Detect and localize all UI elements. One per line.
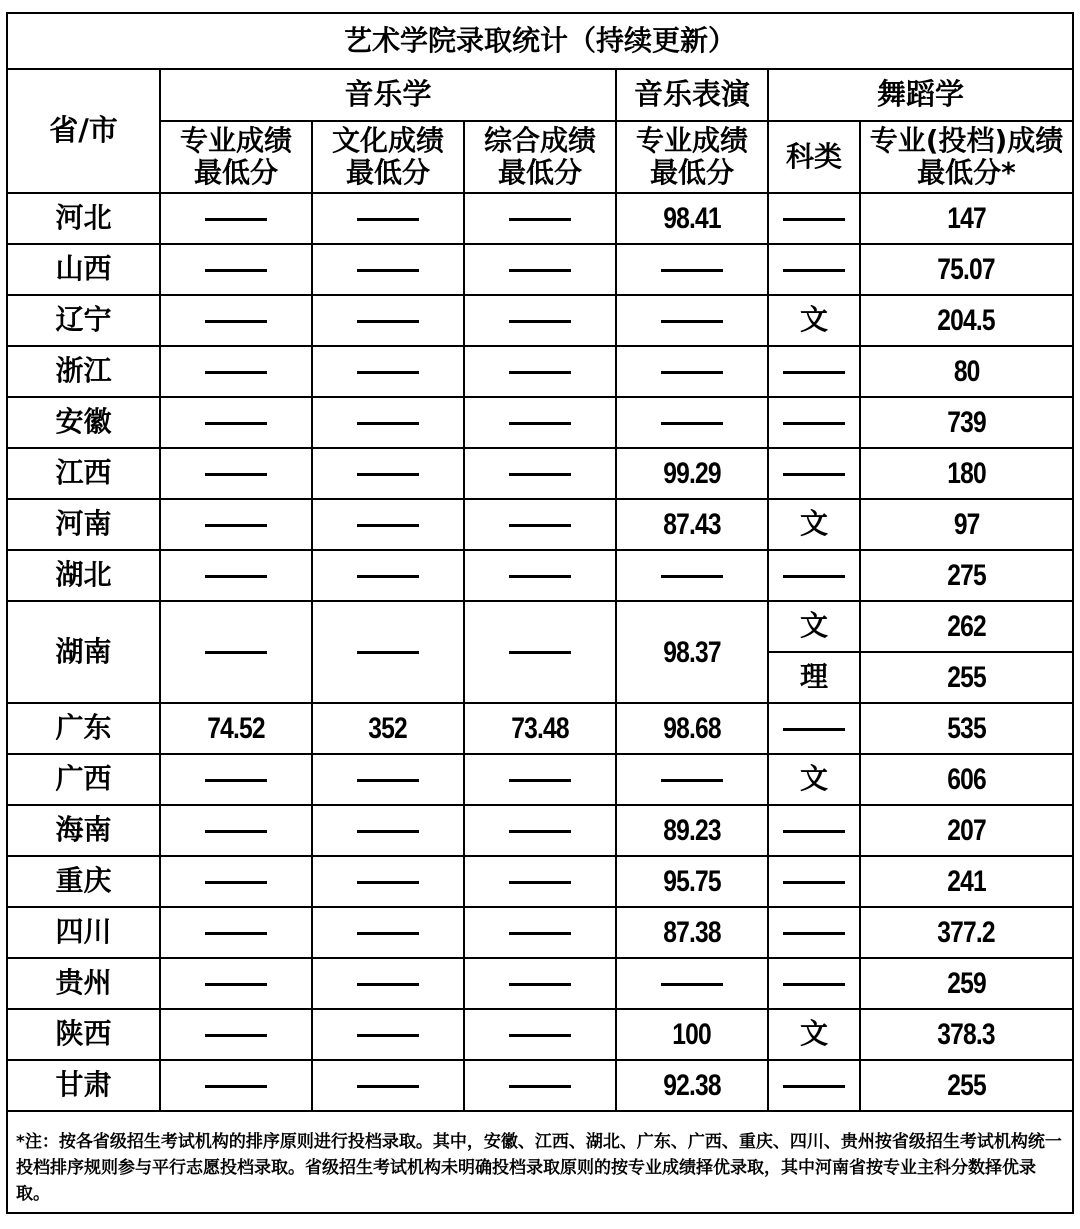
dash-mark	[661, 779, 723, 782]
header-music-pro: 专业成绩 最低分	[160, 121, 312, 193]
cell-value: 73.48	[511, 712, 569, 745]
dash-mark	[357, 422, 419, 425]
music-culture-cell	[312, 1009, 464, 1060]
dance-score-cell	[860, 754, 1072, 805]
music-pro-cell	[160, 499, 312, 550]
dash-mark	[205, 830, 267, 833]
performance-cell	[616, 1060, 768, 1111]
performance-cell	[616, 244, 768, 295]
cell-value: 75.07	[937, 253, 996, 286]
music-culture-cell	[312, 907, 464, 958]
dash-mark	[509, 830, 571, 833]
dash-mark	[357, 575, 419, 578]
cell-value: 275	[947, 559, 986, 592]
table-row	[8, 1009, 1072, 1060]
dash-mark	[357, 320, 419, 323]
performance-cell	[616, 499, 768, 550]
province-cell: 广东	[8, 703, 160, 754]
music-pro-cell	[160, 1060, 312, 1111]
cell-value: 204.5	[937, 304, 996, 337]
header-perf-pro: 专业成绩 最低分	[616, 121, 768, 193]
dash-mark	[205, 473, 267, 476]
table-row	[8, 754, 1072, 805]
cell-value: 95.75	[663, 865, 721, 898]
header-dance-score: 专业(投档)成绩 最低分*	[860, 121, 1072, 193]
cell-value: 98.41	[663, 202, 721, 235]
dash-mark	[205, 932, 267, 935]
dance-type-cell	[768, 550, 860, 601]
music-pro-cell	[160, 907, 312, 958]
dance-score-cell	[860, 193, 1072, 244]
dance-type-cell	[768, 754, 860, 805]
dance-type-cell	[768, 652, 860, 703]
dash-mark	[509, 575, 571, 578]
dance-score-cell	[860, 499, 1072, 550]
cell-value: 180	[947, 457, 986, 490]
dash-mark	[509, 473, 571, 476]
table-row	[8, 346, 1072, 397]
dance-type-cell	[768, 958, 860, 1009]
cell-value: 207	[947, 814, 986, 847]
cell-value: 理	[799, 660, 828, 694]
header-music-total: 综合成绩 最低分	[464, 121, 616, 193]
dash-mark	[783, 881, 845, 884]
dash-mark	[357, 881, 419, 884]
dance-score-cell	[860, 244, 1072, 295]
performance-cell	[616, 805, 768, 856]
music-culture-cell	[312, 550, 464, 601]
music-pro-cell	[160, 397, 312, 448]
province-cell: 山西	[8, 244, 160, 295]
table-row	[8, 856, 1072, 907]
admission-table	[8, 14, 1072, 1112]
dash-mark	[205, 524, 267, 527]
dance-score-cell	[860, 295, 1072, 346]
dash-mark	[661, 422, 723, 425]
performance-cell	[616, 1009, 768, 1060]
province-cell: 广西	[8, 754, 160, 805]
dance-score-cell	[860, 550, 1072, 601]
music-pro-cell	[160, 958, 312, 1009]
cell-value: 98.68	[663, 712, 721, 745]
header-province: 省/市	[8, 69, 160, 193]
dash-mark	[661, 983, 723, 986]
music-culture-cell	[312, 295, 464, 346]
music-pro-cell	[160, 244, 312, 295]
dance-score-cell	[860, 448, 1072, 499]
cell-value: 255	[947, 661, 986, 694]
cell-value: 606	[947, 763, 986, 796]
dash-mark	[783, 473, 845, 476]
music-total-cell	[464, 703, 616, 754]
music-culture-cell	[312, 805, 464, 856]
table-row	[8, 244, 1072, 295]
music-total-cell	[464, 958, 616, 1009]
music-culture-cell	[312, 958, 464, 1009]
dash-mark	[509, 371, 571, 374]
table-row	[8, 499, 1072, 550]
cell-value: 241	[947, 865, 986, 898]
cell-value: 99.29	[663, 457, 721, 490]
music-total-cell	[464, 193, 616, 244]
cell-value: 259	[947, 967, 986, 1000]
music-total-cell	[464, 601, 616, 703]
performance-cell	[616, 907, 768, 958]
dash-mark	[357, 983, 419, 986]
performance-cell	[616, 193, 768, 244]
header-music-culture: 文化成绩 最低分	[312, 121, 464, 193]
dance-type-cell	[768, 295, 860, 346]
dance-type-cell	[768, 397, 860, 448]
music-total-cell	[464, 754, 616, 805]
dash-mark	[205, 779, 267, 782]
province-cell: 湖南	[8, 601, 160, 703]
table-row	[8, 601, 1072, 652]
dance-score-cell	[860, 652, 1072, 703]
province-cell: 浙江	[8, 346, 160, 397]
header-music: 音乐学	[160, 69, 616, 121]
dance-score-cell	[860, 958, 1072, 1009]
province-cell: 重庆	[8, 856, 160, 907]
dash-mark	[509, 218, 571, 221]
table-row	[8, 397, 1072, 448]
footnote: *注：按各省级招生考试机构的排序原则进行投档录取。其中，安徽、江西、湖北、广东、广西、重庆、四川、贵州按省级招生考试机构统一投档排序规则参与平行志愿投档录取。省级招生考试机构未明确投档录取原则的按专业成绩择优录取，其中河南省按专业主科分数择优录取。	[16, 1132, 1062, 1204]
cell-value: 262	[947, 610, 986, 643]
music-pro-cell	[160, 703, 312, 754]
music-culture-cell	[312, 1060, 464, 1111]
dash-mark	[509, 422, 571, 425]
performance-cell	[616, 295, 768, 346]
music-pro-cell	[160, 295, 312, 346]
cell-value: 255	[947, 1069, 986, 1102]
music-culture-cell	[312, 754, 464, 805]
music-culture-cell	[312, 499, 464, 550]
dash-mark	[205, 983, 267, 986]
music-total-cell	[464, 805, 616, 856]
performance-cell	[616, 397, 768, 448]
music-total-cell	[464, 550, 616, 601]
province-cell: 安徽	[8, 397, 160, 448]
dash-mark	[509, 881, 571, 884]
cell-value: 378.3	[937, 1018, 996, 1051]
cell-value: 文	[799, 1017, 828, 1051]
table-title: 艺术学院录取统计（持续更新）	[8, 14, 1072, 69]
header-dance: 舞蹈学	[768, 69, 1072, 121]
dash-mark	[783, 575, 845, 578]
dash-mark	[509, 651, 571, 654]
admission-table-sheet	[6, 12, 1074, 1214]
music-pro-cell	[160, 601, 312, 703]
dash-mark	[661, 269, 723, 272]
music-total-cell	[464, 907, 616, 958]
music-culture-cell	[312, 856, 464, 907]
dance-score-cell	[860, 805, 1072, 856]
header-performance: 音乐表演	[616, 69, 768, 121]
music-pro-cell	[160, 550, 312, 601]
cell-value: 文	[799, 609, 828, 643]
cell-value: 文	[799, 303, 828, 337]
music-total-cell	[464, 1009, 616, 1060]
performance-cell	[616, 754, 768, 805]
province-cell: 陕西	[8, 1009, 160, 1060]
dance-type-cell	[768, 1009, 860, 1060]
dash-mark	[783, 218, 845, 221]
music-pro-cell	[160, 346, 312, 397]
dash-mark	[205, 269, 267, 272]
province-cell: 湖北	[8, 550, 160, 601]
cell-value: 535	[947, 712, 986, 745]
province-cell: 辽宁	[8, 295, 160, 346]
cell-value: 97	[953, 508, 980, 541]
music-pro-cell	[160, 805, 312, 856]
dance-type-cell	[768, 703, 860, 754]
dance-type-cell	[768, 805, 860, 856]
dance-score-cell	[860, 907, 1072, 958]
performance-cell	[616, 703, 768, 754]
dash-mark	[205, 422, 267, 425]
dance-score-cell	[860, 703, 1072, 754]
dash-mark	[357, 830, 419, 833]
performance-cell	[616, 550, 768, 601]
dash-mark	[357, 371, 419, 374]
dance-type-cell	[768, 448, 860, 499]
dance-score-cell	[860, 346, 1072, 397]
cell-value: 文	[799, 762, 828, 796]
music-total-cell	[464, 397, 616, 448]
performance-cell	[616, 346, 768, 397]
province-cell: 四川	[8, 907, 160, 958]
dash-mark	[205, 371, 267, 374]
dash-mark	[357, 1034, 419, 1037]
dash-mark	[205, 1034, 267, 1037]
cell-value: 文	[799, 507, 828, 541]
dance-type-cell	[768, 499, 860, 550]
dash-mark	[783, 422, 845, 425]
dash-mark	[357, 1085, 419, 1088]
table-row	[8, 805, 1072, 856]
dance-score-cell	[860, 1009, 1072, 1060]
dance-type-cell	[768, 856, 860, 907]
dash-mark	[509, 1085, 571, 1088]
dance-type-cell	[768, 346, 860, 397]
cell-value: 100	[672, 1018, 712, 1051]
dash-mark	[357, 651, 419, 654]
dash-mark	[509, 932, 571, 935]
music-total-cell	[464, 244, 616, 295]
performance-cell	[616, 448, 768, 499]
table-row	[8, 958, 1072, 1009]
province-cell: 河北	[8, 193, 160, 244]
dash-mark	[205, 651, 267, 654]
dash-mark	[205, 320, 267, 323]
dance-score-cell	[860, 397, 1072, 448]
province-cell: 江西	[8, 448, 160, 499]
cell-value: 352	[368, 712, 408, 745]
dash-mark	[205, 881, 267, 884]
music-total-cell	[464, 1060, 616, 1111]
music-culture-cell	[312, 601, 464, 703]
dash-mark	[661, 575, 723, 578]
table-row	[8, 295, 1072, 346]
dance-type-cell	[768, 1060, 860, 1111]
dash-mark	[357, 779, 419, 782]
dash-mark	[205, 1085, 267, 1088]
cell-value: 92.38	[663, 1069, 721, 1102]
table-row	[8, 703, 1072, 754]
dash-mark	[509, 1034, 571, 1037]
dance-score-cell	[860, 856, 1072, 907]
music-total-cell	[464, 295, 616, 346]
music-culture-cell	[312, 346, 464, 397]
cell-value: 377.2	[937, 916, 996, 949]
music-total-cell	[464, 346, 616, 397]
dash-mark	[357, 932, 419, 935]
table-row	[8, 550, 1072, 601]
cell-value: 74.52	[207, 712, 265, 745]
cell-value: 98.37	[663, 635, 721, 669]
province-cell: 贵州	[8, 958, 160, 1009]
table-row	[8, 448, 1072, 499]
music-pro-cell	[160, 856, 312, 907]
cell-value: 147	[947, 202, 986, 235]
cell-value: 89.23	[663, 814, 721, 847]
dash-mark	[357, 473, 419, 476]
music-culture-cell	[312, 244, 464, 295]
dash-mark	[205, 575, 267, 578]
music-pro-cell	[160, 1009, 312, 1060]
dash-mark	[783, 983, 845, 986]
performance-cell	[616, 601, 768, 703]
music-pro-cell	[160, 193, 312, 244]
dash-mark	[783, 371, 845, 374]
dash-mark	[783, 830, 845, 833]
music-culture-cell	[312, 397, 464, 448]
dash-mark	[357, 218, 419, 221]
dance-type-cell	[768, 601, 860, 652]
performance-cell	[616, 958, 768, 1009]
cell-value: 80	[953, 355, 980, 388]
dash-mark	[509, 983, 571, 986]
dash-mark	[783, 932, 845, 935]
dash-mark	[205, 218, 267, 221]
cell-value: 739	[947, 406, 986, 439]
dance-score-cell	[860, 1060, 1072, 1111]
dash-mark	[783, 728, 845, 731]
cell-value: 87.38	[663, 916, 721, 949]
dash-mark	[509, 524, 571, 527]
table-row	[8, 1060, 1072, 1111]
table-row	[8, 907, 1072, 958]
province-cell: 甘肃	[8, 1060, 160, 1111]
music-culture-cell	[312, 448, 464, 499]
music-pro-cell	[160, 448, 312, 499]
dance-type-cell	[768, 244, 860, 295]
header-dance-type: 科类	[768, 121, 860, 193]
table-row	[8, 193, 1072, 244]
dash-mark	[509, 779, 571, 782]
dash-mark	[357, 269, 419, 272]
music-total-cell	[464, 448, 616, 499]
dash-mark	[509, 320, 571, 323]
music-total-cell	[464, 499, 616, 550]
dash-mark	[509, 269, 571, 272]
dash-mark	[661, 320, 723, 323]
province-cell: 河南	[8, 499, 160, 550]
cell-value: 87.43	[663, 508, 721, 541]
dance-score-cell	[860, 601, 1072, 652]
music-culture-cell	[312, 703, 464, 754]
performance-cell	[616, 856, 768, 907]
dash-mark	[783, 269, 845, 272]
dance-type-cell	[768, 907, 860, 958]
dance-type-cell	[768, 193, 860, 244]
music-culture-cell	[312, 193, 464, 244]
province-cell: 海南	[8, 805, 160, 856]
music-total-cell	[464, 856, 616, 907]
dash-mark	[357, 524, 419, 527]
music-pro-cell	[160, 754, 312, 805]
dash-mark	[783, 1085, 845, 1088]
dash-mark	[661, 371, 723, 374]
